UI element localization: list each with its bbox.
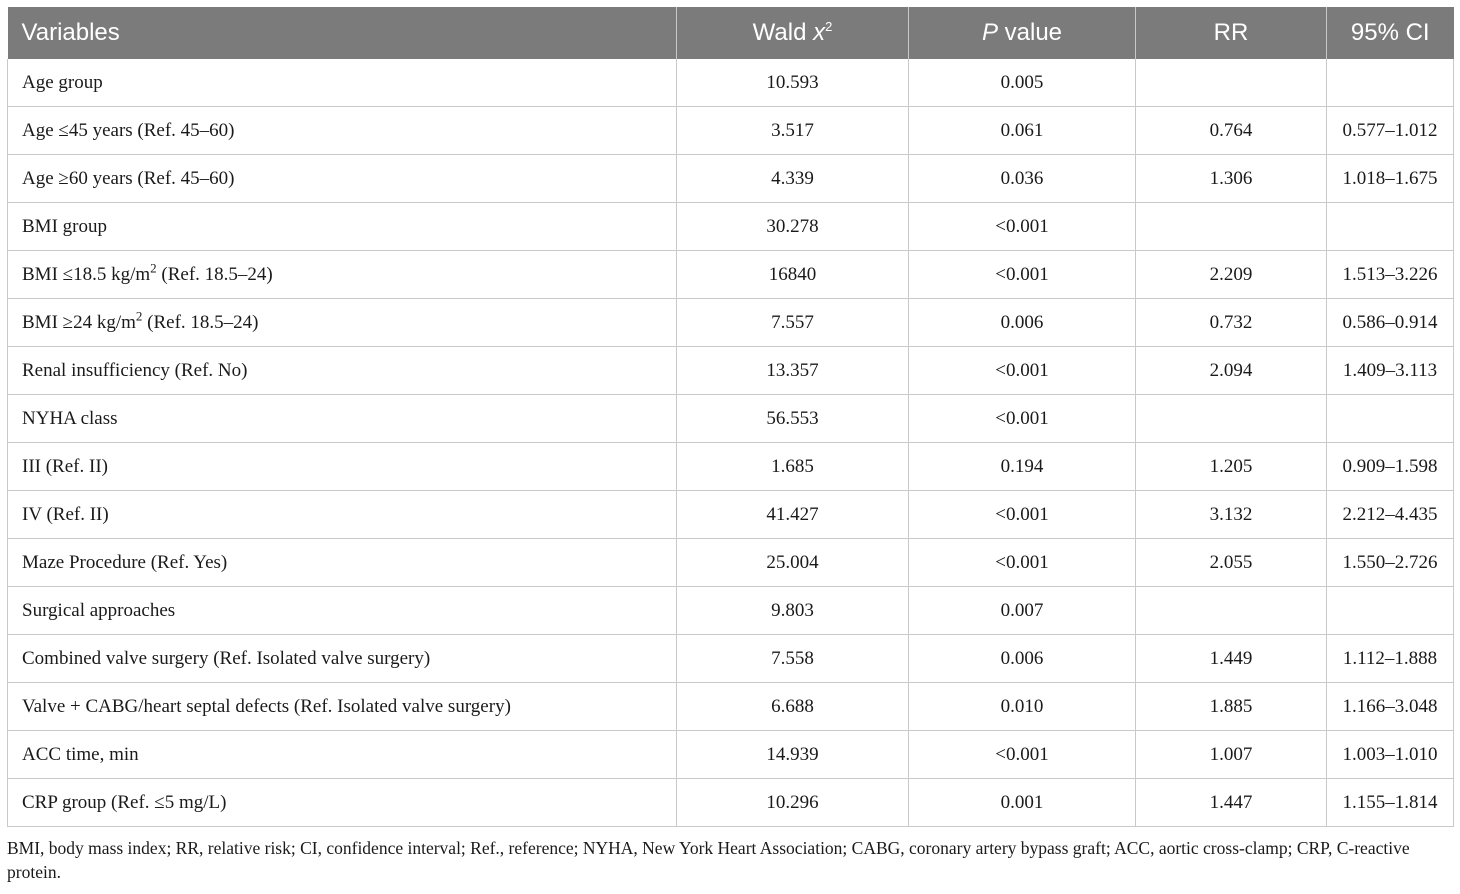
cell-wald: 6.688 xyxy=(677,683,909,731)
header-wald-prefix: Wald xyxy=(752,19,814,46)
cell-ci xyxy=(1327,395,1454,443)
table-row xyxy=(8,635,1454,683)
regression-table xyxy=(7,7,1454,827)
cell-variable xyxy=(8,203,677,251)
cell-wald: 3.517 xyxy=(677,107,909,155)
cell-wald: 10.296 xyxy=(677,779,909,827)
variable-superscript: 2 xyxy=(135,308,143,324)
cell-wald: 41.427 xyxy=(677,491,909,539)
table-footnote: BMI, body mass index; RR, relative risk; CI, confidence interval; Ref., reference; NYHA, New York Heart Association; CABG, coronary artery bypass graft; ACC, aortic cross-clamp; CRP, C-reactive protein. xyxy=(7,838,1410,882)
variable-label: Age ≥60 years (Ref. 45–60) xyxy=(22,167,235,189)
cell-rr: 1.007 xyxy=(1136,731,1327,779)
cell-rr xyxy=(1136,395,1327,443)
variable-label: Surgical approaches xyxy=(22,599,176,621)
cell-variable xyxy=(8,155,677,203)
header-p-italic: P xyxy=(981,19,998,46)
variable-label: ACC time, min xyxy=(22,743,139,765)
cell-rr xyxy=(1136,203,1327,251)
table-row xyxy=(8,443,1454,491)
cell-ci: 1.550–2.726 xyxy=(1327,539,1454,587)
cell-p-value: 0.006 xyxy=(909,635,1136,683)
cell-variable xyxy=(8,347,677,395)
variable-label: BMI ≥24 kg/m xyxy=(22,311,136,333)
table-row xyxy=(8,347,1454,395)
variable-label: BMI group xyxy=(22,215,107,237)
cell-p-value: 0.005 xyxy=(909,59,1136,107)
cell-rr xyxy=(1136,587,1327,635)
cell-wald: 7.558 xyxy=(677,635,909,683)
cell-rr: 3.132 xyxy=(1136,491,1327,539)
cell-wald: 7.557 xyxy=(677,299,909,347)
variable-label: NYHA class xyxy=(22,407,118,429)
cell-ci xyxy=(1327,203,1454,251)
cell-wald: 30.278 xyxy=(677,203,909,251)
cell-variable xyxy=(8,731,677,779)
cell-wald: 10.593 xyxy=(677,59,909,107)
cell-p-value: 0.001 xyxy=(909,779,1136,827)
cell-p-value: 0.010 xyxy=(909,683,1136,731)
variable-label: Age ≤45 years (Ref. 45–60) xyxy=(22,119,235,141)
table-row xyxy=(8,107,1454,155)
table-header-row xyxy=(8,7,1454,59)
cell-variable xyxy=(8,107,677,155)
cell-p-value: 0.194 xyxy=(909,443,1136,491)
cell-variable xyxy=(8,251,677,299)
cell-wald: 9.803 xyxy=(677,587,909,635)
cell-p-value: 0.061 xyxy=(909,107,1136,155)
table-row xyxy=(8,539,1454,587)
cell-rr: 1.205 xyxy=(1136,443,1327,491)
variable-label: BMI ≤18.5 kg/m xyxy=(22,263,151,285)
cell-p-value: <0.001 xyxy=(909,347,1136,395)
cell-wald: 25.004 xyxy=(677,539,909,587)
cell-variable xyxy=(8,491,677,539)
header-wald-symbol: x xyxy=(813,19,826,46)
cell-p-value: <0.001 xyxy=(909,539,1136,587)
table-row xyxy=(8,155,1454,203)
cell-variable xyxy=(8,539,677,587)
cell-variable xyxy=(8,395,677,443)
cell-ci: 1.409–3.113 xyxy=(1327,347,1454,395)
table-row xyxy=(8,731,1454,779)
header-p-rest: value xyxy=(997,19,1063,46)
cell-p-value: <0.001 xyxy=(909,731,1136,779)
cell-ci: 1.003–1.010 xyxy=(1327,731,1454,779)
cell-wald: 13.357 xyxy=(677,347,909,395)
cell-p-value: <0.001 xyxy=(909,491,1136,539)
cell-variable xyxy=(8,587,677,635)
variable-label: III (Ref. II) xyxy=(22,455,108,477)
table-row xyxy=(8,203,1454,251)
cell-wald: 4.339 xyxy=(677,155,909,203)
cell-ci: 1.166–3.048 xyxy=(1327,683,1454,731)
table-row xyxy=(8,683,1454,731)
cell-p-value: 0.036 xyxy=(909,155,1136,203)
cell-wald: 1.685 xyxy=(677,443,909,491)
table-row xyxy=(8,59,1454,107)
variable-suffix: (Ref. 18.5–24) xyxy=(142,311,259,333)
cell-ci: 2.212–4.435 xyxy=(1327,491,1454,539)
cell-rr: 1.306 xyxy=(1136,155,1327,203)
cell-ci: 0.909–1.598 xyxy=(1327,443,1454,491)
table-body xyxy=(8,59,1454,827)
cell-p-value: <0.001 xyxy=(909,395,1136,443)
cell-p-value: <0.001 xyxy=(909,251,1136,299)
cell-rr: 0.732 xyxy=(1136,299,1327,347)
variable-label: Valve + CABG/heart septal defects (Ref. Isolated valve surgery) xyxy=(22,695,511,717)
variable-suffix: (Ref. 18.5–24) xyxy=(156,263,273,285)
cell-ci xyxy=(1327,587,1454,635)
header-variables: Variables xyxy=(8,7,677,59)
cell-rr: 2.209 xyxy=(1136,251,1327,299)
table-row xyxy=(8,779,1454,827)
cell-rr: 0.764 xyxy=(1136,107,1327,155)
cell-variable xyxy=(8,299,677,347)
table-row xyxy=(8,395,1454,443)
variable-label: Combined valve surgery (Ref. Isolated valve surgery) xyxy=(22,647,431,669)
cell-p-value: 0.007 xyxy=(909,587,1136,635)
cell-rr: 1.449 xyxy=(1136,635,1327,683)
cell-variable xyxy=(8,779,677,827)
cell-ci: 1.155–1.814 xyxy=(1327,779,1454,827)
variable-label: IV (Ref. II) xyxy=(22,503,109,525)
cell-ci: 0.577–1.012 xyxy=(1327,107,1454,155)
cell-rr xyxy=(1136,59,1327,107)
cell-ci: 1.112–1.888 xyxy=(1327,635,1454,683)
cell-rr: 1.885 xyxy=(1136,683,1327,731)
variable-label: Age group xyxy=(22,71,103,93)
variable-label: CRP group (Ref. ≤5 mg/L) xyxy=(22,791,227,813)
header-wald xyxy=(677,7,909,59)
cell-wald: 14.939 xyxy=(677,731,909,779)
variable-label: Maze Procedure (Ref. Yes) xyxy=(22,551,228,573)
table-row xyxy=(8,251,1454,299)
header-ci: 95% CI xyxy=(1327,7,1454,59)
cell-variable xyxy=(8,443,677,491)
cell-wald: 56.553 xyxy=(677,395,909,443)
cell-wald: 16840 xyxy=(677,251,909,299)
cell-ci xyxy=(1327,59,1454,107)
header-wald-sup: 2 xyxy=(825,19,833,34)
cell-p-value: <0.001 xyxy=(909,203,1136,251)
cell-variable xyxy=(8,59,677,107)
cell-p-value: 0.006 xyxy=(909,299,1136,347)
table-container xyxy=(7,7,1453,884)
cell-ci: 0.586–0.914 xyxy=(1327,299,1454,347)
cell-variable xyxy=(8,635,677,683)
cell-ci: 1.018–1.675 xyxy=(1327,155,1454,203)
variable-label: Renal insufficiency (Ref. No) xyxy=(22,359,248,381)
cell-rr: 2.094 xyxy=(1136,347,1327,395)
header-rr: RR xyxy=(1136,7,1327,59)
table-row xyxy=(8,299,1454,347)
variable-superscript: 2 xyxy=(150,260,157,276)
cell-ci: 1.513–3.226 xyxy=(1327,251,1454,299)
table-row xyxy=(8,491,1454,539)
cell-variable xyxy=(8,683,677,731)
header-p-value xyxy=(909,7,1136,59)
cell-rr: 1.447 xyxy=(1136,779,1327,827)
cell-rr: 2.055 xyxy=(1136,539,1327,587)
table-row xyxy=(8,587,1454,635)
